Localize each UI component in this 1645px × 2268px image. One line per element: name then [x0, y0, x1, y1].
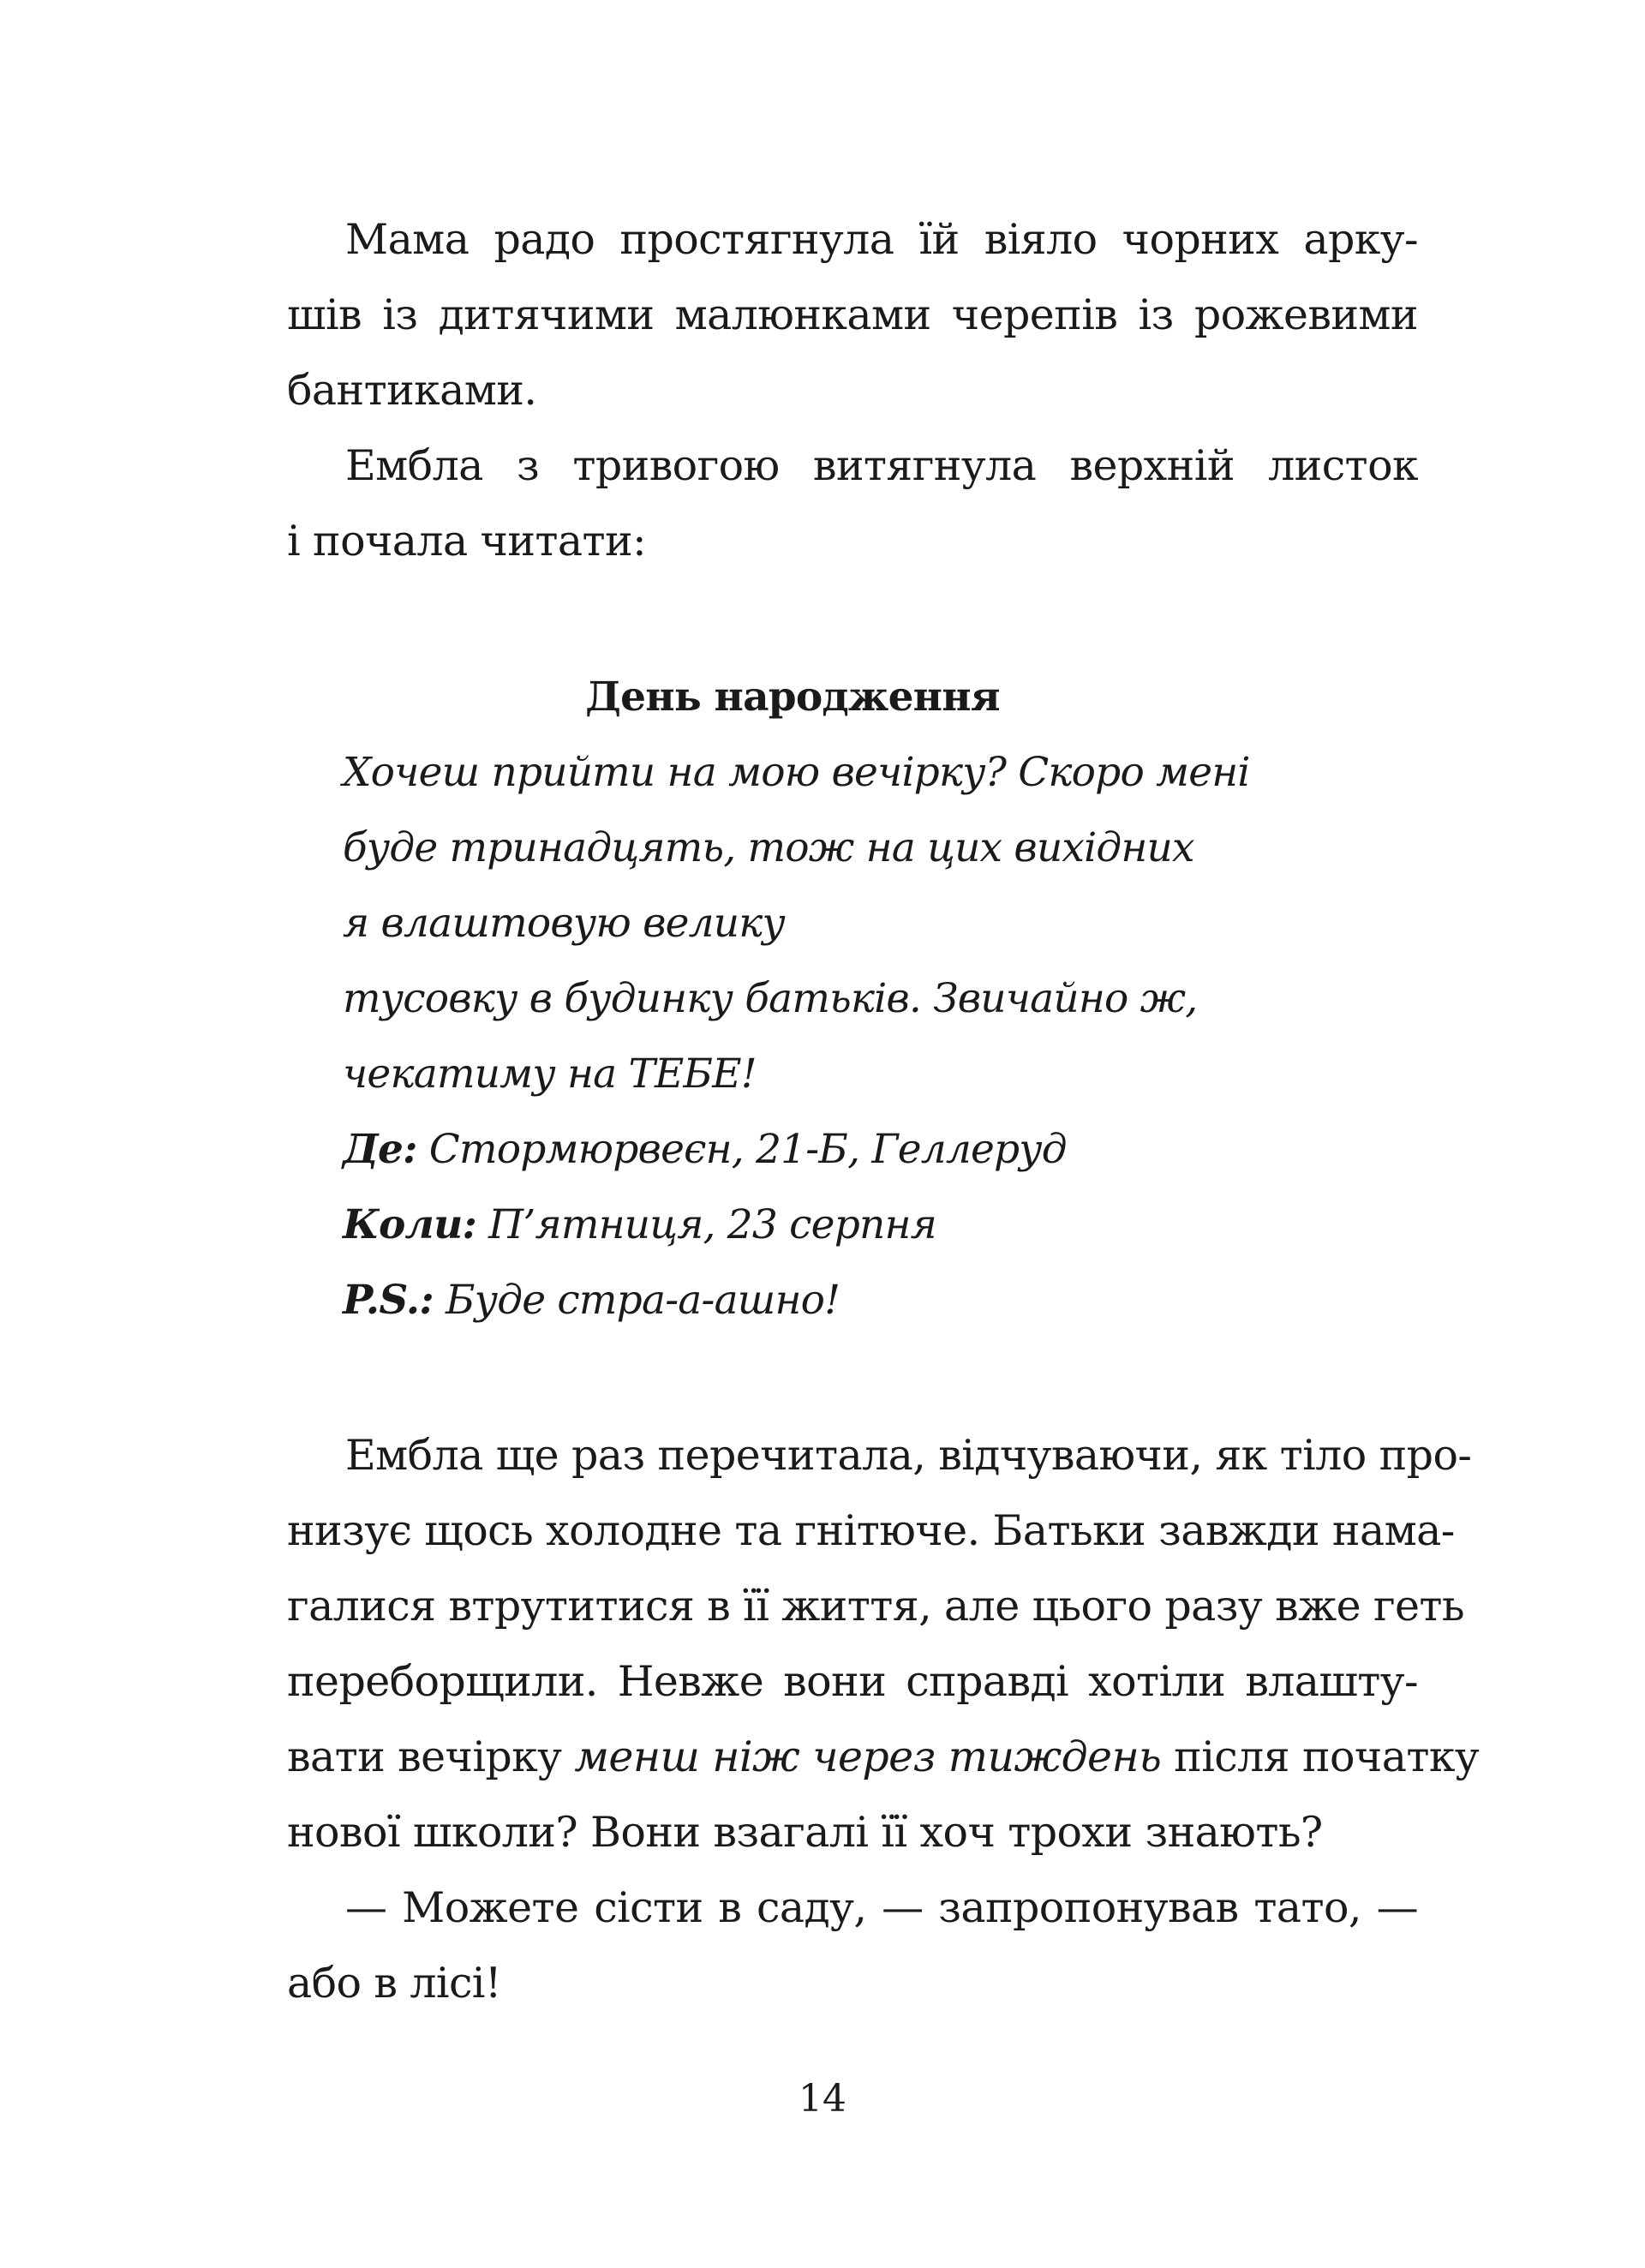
- invitation-where: [343, 1112, 1285, 1188]
- text-line: переборщили. Невже вони справді хотіли влашту-: [287, 1657, 1418, 1706]
- invitation-line: Хочеш прийти на мою вечірку? Скоро мені: [343, 749, 1250, 796]
- invitation-when: [343, 1188, 1285, 1263]
- invitation-line: тусовку в будинку батьків. Звичайно ж,: [343, 975, 1198, 1022]
- invitation-line: буде тринадцять, тож на цих вихідних: [343, 824, 1194, 871]
- paragraph-embla-rereads: [287, 1418, 1480, 1870]
- page-number: 14: [799, 2077, 846, 2121]
- text-fragment: після початку: [1161, 1732, 1480, 1781]
- invitation-title: День народження: [585, 673, 1000, 721]
- emphasized-phrase: менш ніж через тиждень: [574, 1732, 1162, 1781]
- ps-label: P.S.:: [343, 1277, 434, 1324]
- text-line: [287, 1720, 1480, 1795]
- where-value: Стормюрвеєн, 21-Б, Геллеруд: [416, 1126, 1067, 1173]
- when-label: Коли:: [343, 1201, 477, 1248]
- paragraph-dad-suggests: [287, 1870, 1418, 2021]
- intro-section: [287, 202, 1418, 579]
- text-line: Мама радо простягнула їй віяло чорних арку-: [345, 215, 1418, 264]
- invitation-line: я влаштовую велику: [343, 900, 785, 947]
- text-line: шів із дитячими малюнками черепів із рожевими: [287, 290, 1418, 339]
- invitation-line: чекатиму на ТЕБЕ!: [343, 1050, 757, 1098]
- text-line: і почала читати:: [287, 517, 646, 566]
- text-line: нової школи? Вони взагалі її хоч трохи знають?: [287, 1808, 1323, 1857]
- birthday-invitation: [343, 660, 1285, 1338]
- text-line: — Можете сісти в саду, — запропонував тато, —: [345, 1883, 1418, 1932]
- invitation-ps: [343, 1263, 1285, 1338]
- when-value: П’ятниця, 23 серпня: [476, 1201, 936, 1248]
- outro-section: [287, 1418, 1480, 2021]
- paragraph-mom-hands-sheets: [287, 202, 1418, 428]
- text-line: бантиками.: [287, 366, 537, 415]
- text-fragment: вати вечірку: [287, 1732, 575, 1781]
- text-line: або в лісі!: [287, 1959, 501, 2008]
- paragraph-embla-reads: [287, 428, 1418, 579]
- text-line: Ембла ще раз перечитала, відчуваючи, як тіло про-: [345, 1431, 1472, 1480]
- ps-value: Буде стра-а-ашно!: [433, 1277, 840, 1324]
- text-line: галися втрутитися в її життя, але цього разу вже геть: [287, 1582, 1465, 1631]
- text-line: Ембла з тривогою витягнула верхній листок: [345, 441, 1418, 490]
- where-label: Де:: [343, 1126, 417, 1173]
- text-line: низує щось холодне та гнітюче. Батьки завжди нама-: [287, 1506, 1455, 1555]
